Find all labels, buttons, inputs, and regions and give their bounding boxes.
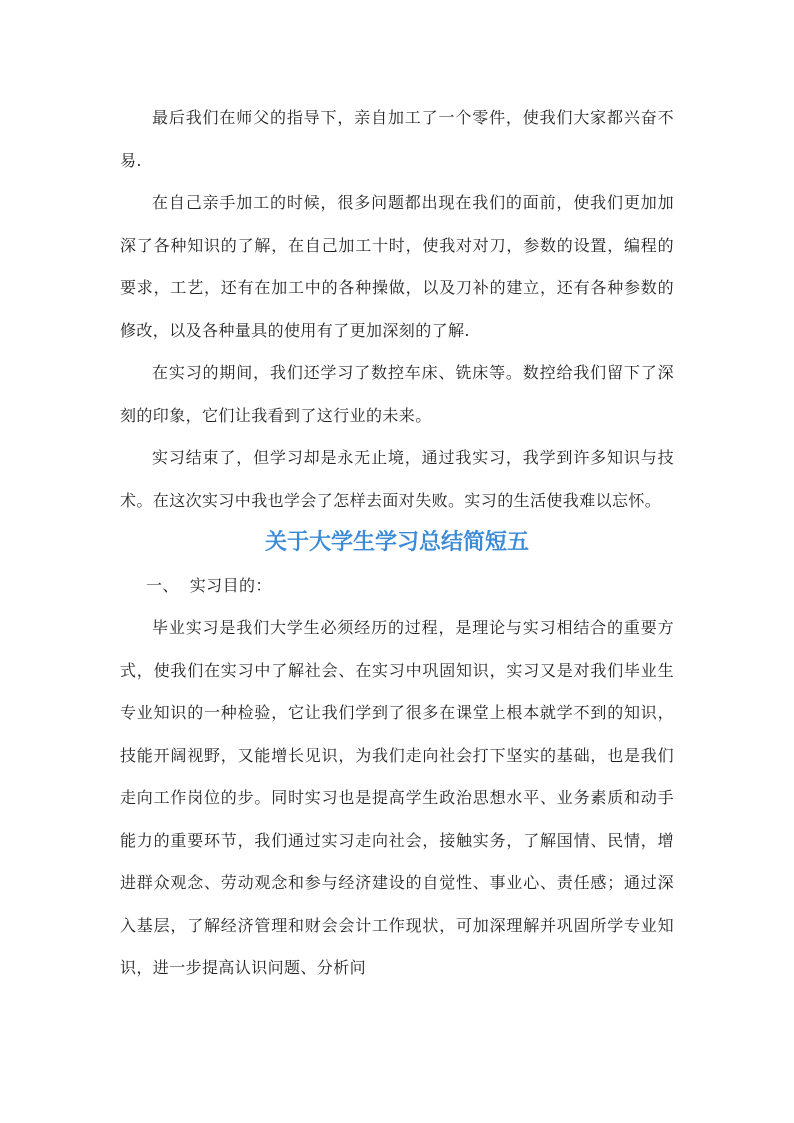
document-body [120,97,674,990]
section-item-purpose: 一、 实习目的： [146,575,272,595]
paragraph-internship-purpose: 毕业实习是我们大学生必须经历的过程，是理论与实习相结合的重要方式，使我们在实习中了解社会、在实习中巩固知识，实习又是对我们毕业生专业知识的一种检验，它让我们学到了很多在课堂上根本就学不到的知识，技能开阔视野，又能增长见识，为我们走向社会打下坚实的基础，也是我们走向工作岗位的步。同时实习也是提高学生政治思想水平、业务素质和动手能力的重要环节，我们通过实习走向社会，接触实务，了解国情、民情，增进群众观念、劳动观念和参与经济建设的自觉性、事业心、责任感；通过深入基层，了解经济管理和财会会计工作现状，可加深理解并巩固所学专业知识，进一步提高认识问题、分析问 [120,618,674,977]
paragraph-internship-end: 实习结束了，但学习却是永无止境，通过我实习，我学到许多知识与技术。在这次实习中我也学会了怎样去面对失败。实习的生活使我难以忘怀。 [120,448,674,510]
section-title: 关于大学生学习总结简短五 [264,530,529,555]
paragraph-part-machining: 最后我们在师父的指导下，亲自加工了一个零件，使我们大家都兴奋不易. [120,108,674,170]
paragraph-hands-on-machining: 在自己亲手加工的时候，很多问题都出现在我们的面前，使我们更加加深了各种知识的了解，在自己加工十时，使我对对刀，参数的设置，编程的要求，工艺，还有在加工中的各种操做，以及刀补的建立，还有各种参数的修改，以及各种量具的使用有了更加深刻的了解. [120,193,674,340]
paragraph-cnc-lathe: 在实习的期间，我们还学习了数控车床、铣床等。数控给我们留下了深刻的印象，它们让我看到了这行业的未来。 [120,363,674,425]
